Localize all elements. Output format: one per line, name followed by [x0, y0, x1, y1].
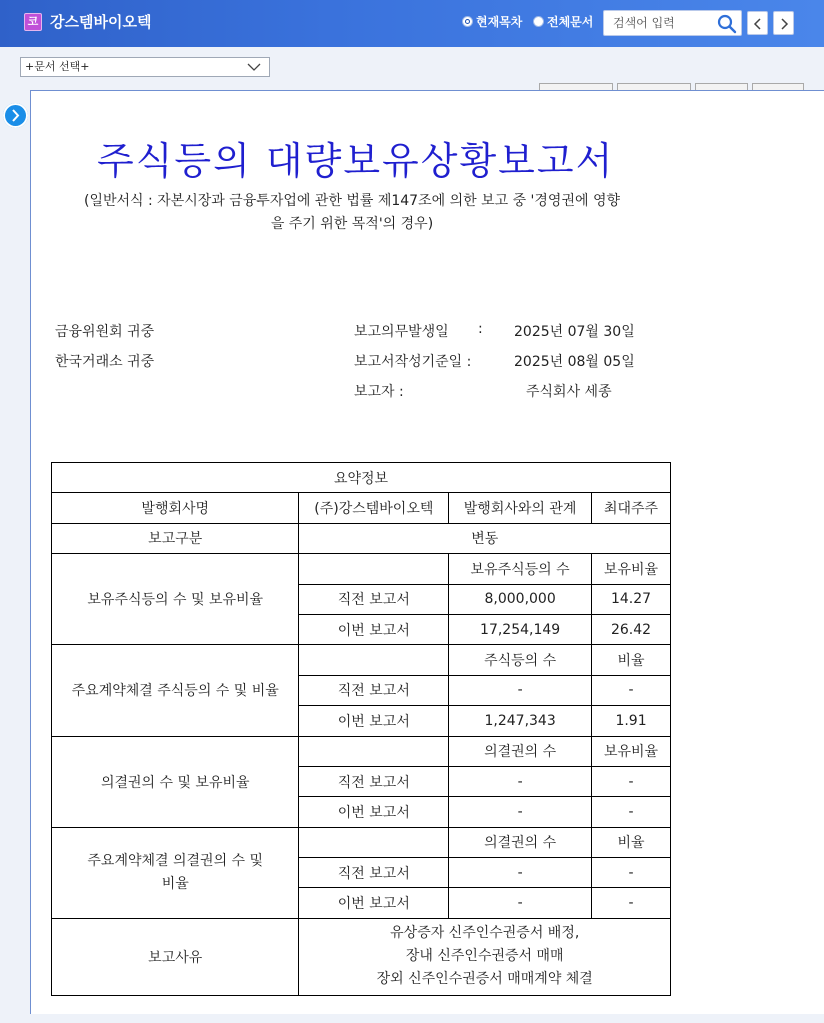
radio-all-label: 전체문서 [547, 15, 594, 29]
chevron-left-icon [753, 18, 763, 30]
cell-value: 26.42 [592, 614, 671, 644]
row-label: 이번 보고서 [299, 888, 449, 918]
sidebar-collapsed [0, 90, 30, 1023]
empty-cell [299, 554, 449, 584]
search-box [603, 10, 742, 36]
chevron-down-icon [247, 63, 261, 71]
cell-value: - [449, 675, 592, 705]
base-date-label: 보고서작성기준일 : [354, 354, 472, 370]
table-row [52, 827, 671, 857]
cell-value: - [592, 797, 671, 827]
column-header: 비율 [592, 827, 671, 857]
radio-all-docs[interactable] [533, 13, 593, 30]
bottom-strip [0, 1014, 824, 1023]
row-label: 직전 보고서 [299, 766, 449, 796]
column-header: 보유비율 [592, 736, 671, 766]
empty-cell [299, 736, 449, 766]
column-header: 의결권의 수 [449, 736, 592, 766]
section-label [52, 827, 299, 918]
table-heading: 요약정보 [52, 463, 671, 493]
table-row [52, 645, 671, 675]
document-title: 주식등의 대량보유상황보고서 [97, 139, 615, 183]
cell-value: - [449, 797, 592, 827]
search-input[interactable] [604, 11, 714, 35]
company-logo-icon: 코 [24, 13, 42, 31]
chevron-right-icon [779, 18, 789, 30]
issuer-label: 발행회사명 [52, 493, 299, 523]
radio-current-label: 현재목차 [476, 15, 523, 29]
section-label: 주요계약체결 주식등의 수 및 비율 [52, 645, 299, 736]
cell-value: 14.27 [592, 584, 671, 614]
summary-table [51, 462, 671, 996]
empty-cell [299, 827, 449, 857]
reason-value [299, 918, 671, 995]
cell-value: - [592, 858, 671, 888]
chevron-right-icon [11, 109, 20, 122]
report-type-value: 변동 [299, 523, 671, 553]
relation-label: 발행회사와의 관계 [449, 493, 592, 523]
sidebar-toggle-button[interactable] [3, 103, 28, 128]
cell-value: - [449, 766, 592, 796]
section-label: 의결권의 수 및 보유비율 [52, 736, 299, 827]
table-row [52, 523, 671, 553]
relation-value: 최대주주 [592, 493, 671, 523]
company-name: 강스템바이오텍 [50, 13, 152, 31]
empty-cell [299, 645, 449, 675]
row-label: 직전 보고서 [299, 675, 449, 705]
report-type-label: 보고구분 [52, 523, 299, 553]
cell-value: - [592, 766, 671, 796]
obligation-date: 2025년 07월 30일 [514, 324, 635, 340]
row-label: 직전 보고서 [299, 584, 449, 614]
column-header: 보유비율 [592, 554, 671, 584]
prev-button[interactable] [747, 11, 768, 35]
cell-value: - [449, 888, 592, 918]
search-icon[interactable] [717, 14, 737, 34]
recipient-fsc: 금융위원회 귀중 [55, 324, 155, 340]
reason-line-3: 장외 신주인수권증서 매매계약 체결 [376, 971, 593, 988]
subtitle-line-1: (일반서식 : 자본시장과 금융투자업에 관한 법률 제147조에 의한 보고 중 '경영권에 영향 [84, 193, 620, 209]
cell-value: 17,254,149 [449, 614, 592, 644]
row-label: 직전 보고서 [299, 858, 449, 888]
reason-line-1: 유상증자 신주인수권증서 배정, [390, 925, 580, 942]
reason-line-2: 장내 신주인수권증서 매매 [405, 948, 564, 965]
document-subtitle [52, 190, 652, 236]
cell-value: 1,247,343 [449, 706, 592, 736]
document-toolbar [0, 47, 824, 90]
column-header: 의결권의 수 [449, 827, 592, 857]
reason-label: 보고사유 [52, 918, 299, 995]
row-label: 이번 보고서 [299, 797, 449, 827]
section-label-line-1: 주요계약체결 의결권의 수 및 [87, 852, 264, 869]
table-row [52, 918, 671, 995]
radio-current-toc[interactable] [462, 13, 522, 30]
table-row [52, 736, 671, 766]
radio-checked-icon[interactable] [462, 16, 473, 27]
row-label: 이번 보고서 [299, 614, 449, 644]
reporter-name: 주식회사 세종 [526, 384, 612, 400]
section-label: 보유주식등의 수 및 보유비율 [52, 554, 299, 645]
document-select-value: +문서 선택+ [25, 60, 90, 73]
reporter-label: 보고자 : [354, 384, 404, 400]
next-button[interactable] [773, 11, 794, 35]
column-header: 보유주식등의 수 [449, 554, 592, 584]
cell-value: 1.91 [592, 706, 671, 736]
issuer-value: (주)강스템바이오텍 [299, 493, 449, 523]
subtitle-line-2: 을 주기 위한 목적'의 경우) [270, 216, 434, 232]
cell-value: - [592, 675, 671, 705]
obligation-date-colon: : [478, 321, 483, 337]
recipient-krx: 한국거래소 귀중 [55, 354, 155, 370]
cell-value: 8,000,000 [449, 584, 592, 614]
obligation-date-label: 보고의무발생일 [354, 324, 449, 340]
section-label-line-2: 비율 [161, 875, 189, 892]
table-row [52, 493, 671, 523]
radio-unchecked-icon[interactable] [533, 16, 544, 27]
table-row [52, 554, 671, 584]
top-header [0, 0, 824, 47]
table-row [52, 463, 671, 493]
row-label: 이번 보고서 [299, 706, 449, 736]
column-header: 비율 [592, 645, 671, 675]
cell-value: - [592, 888, 671, 918]
column-header: 주식등의 수 [449, 645, 592, 675]
document-select[interactable] [20, 57, 270, 77]
cell-value: - [449, 858, 592, 888]
base-date: 2025년 08월 05일 [514, 354, 635, 370]
